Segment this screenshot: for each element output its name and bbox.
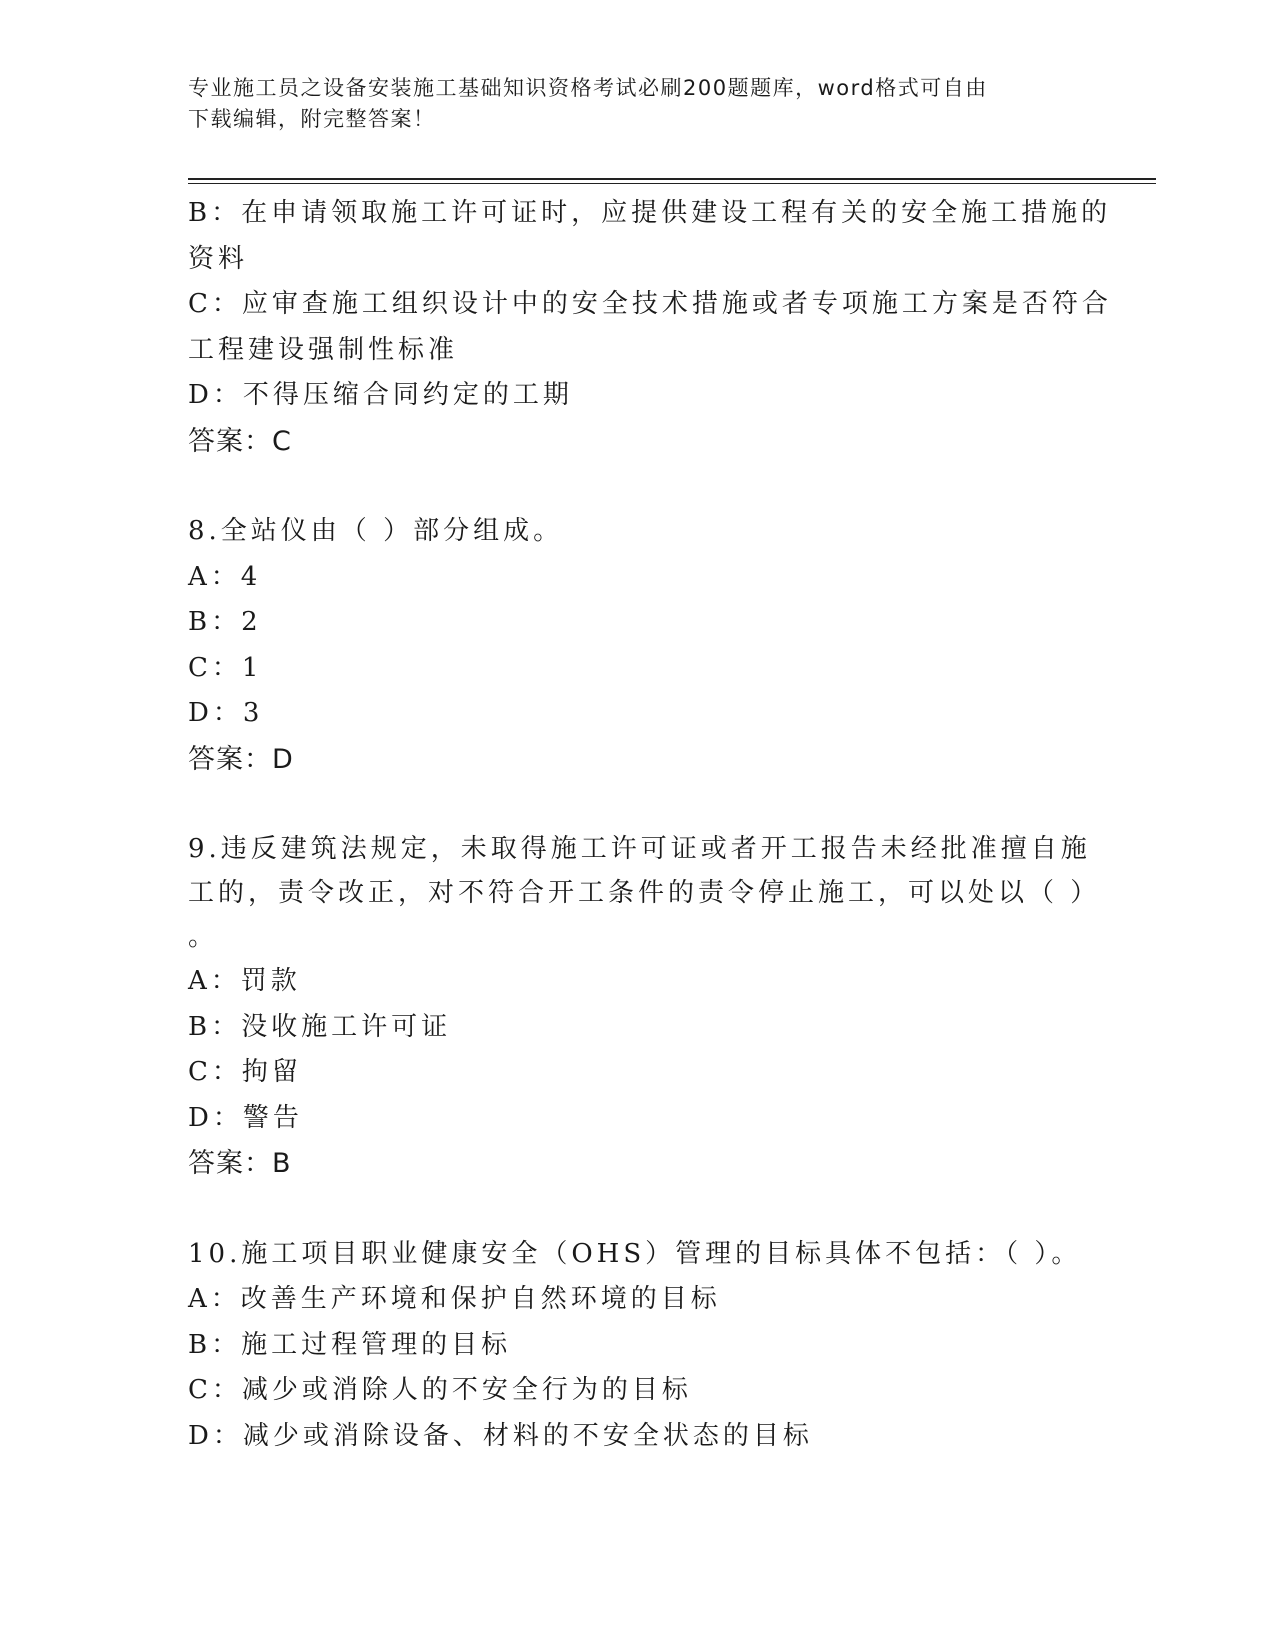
- option-b: B：施工过程管理的目标: [188, 1329, 512, 1360]
- option-d: D：3: [188, 698, 264, 728]
- option-c: C：1: [188, 652, 263, 683]
- question-text-end: 。: [188, 922, 219, 952]
- option-d: D：减少或消除设备、材料的不安全状态的目标: [188, 1420, 813, 1451]
- question-9: [188, 827, 1108, 1187]
- question-text: 8.全站仪由（ ）部分组成。: [188, 516, 564, 546]
- option-c: C：减少或消除人的不安全行为的目标: [188, 1375, 692, 1405]
- answer: 答案：D: [188, 743, 294, 775]
- option-a: A：罚款: [188, 966, 301, 996]
- question-text: 9.违反建筑法规定，未取得施工许可证或者开工报告未经批准擅自施: [188, 834, 1091, 864]
- document-header: [188, 73, 1088, 135]
- answer: 答案：C: [188, 425, 292, 457]
- option-c: C：拘留: [188, 1057, 302, 1087]
- option-c: C：应审查施工组织设计中的安全技术措施或者专项施工方案是否符合: [188, 289, 1112, 319]
- option-a: A：4: [188, 561, 262, 592]
- header-divider: [188, 178, 1156, 180]
- header-divider-thin: [188, 183, 1156, 184]
- header-line-2: 下载编辑，附完整答案！: [188, 107, 436, 131]
- question-8: [188, 509, 1108, 782]
- option-a: A：改善生产环境和保护自然环境的目标: [188, 1284, 721, 1314]
- option-d: D：不得压缩合同约定的工期: [188, 380, 573, 410]
- question-text-continued: 工的，责令改正，对不符合开工条件的责令停止施工，可以处以（ ）: [188, 878, 1101, 908]
- question-content: [188, 191, 1112, 1459]
- option-d: D：警告: [188, 1102, 303, 1133]
- option-b: B：没收施工许可证: [188, 1011, 452, 1042]
- option-b: B：在申请领取施工许可证时，应提供建设工程有关的安全施工措施的: [188, 198, 1112, 228]
- question-10: [188, 1232, 1108, 1460]
- answer: 答案：B: [188, 1148, 292, 1179]
- option-c-continued: 工程建设强制性标准: [188, 334, 459, 365]
- question-text: 10.施工项目职业健康安全（OHS）管理的目标具体不包括：（ ）。: [188, 1238, 1082, 1269]
- question-7-continued: [188, 191, 1112, 464]
- header-line-1: 专业施工员之设备安装施工基础知识资格考试必刷200题题库，word格式可自由: [188, 76, 988, 100]
- option-b: B：2: [188, 607, 262, 637]
- option-b-continued: 资料: [188, 243, 249, 274]
